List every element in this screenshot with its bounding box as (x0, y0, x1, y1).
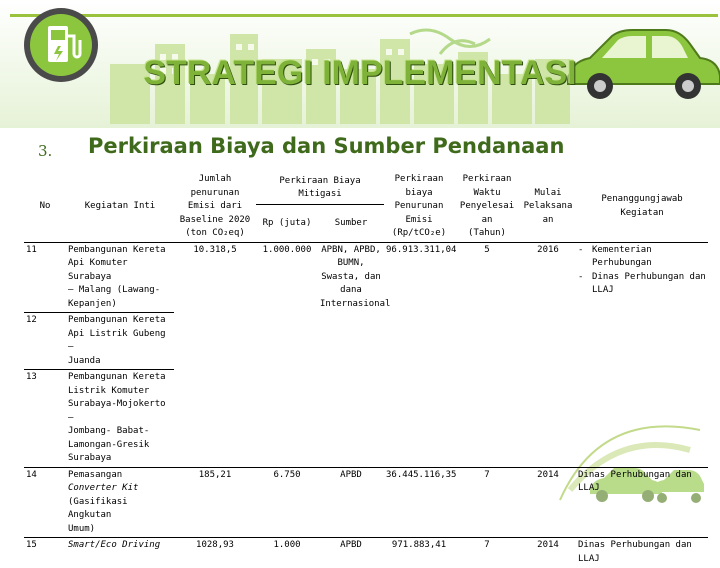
kegiatan-line: Lamongan-Gresik (68, 439, 150, 450)
header-kegiatan: Kegiatan Inti (84, 201, 156, 211)
section-number: 3. (38, 142, 53, 160)
section-title: Perkiraan Biaya dan Sumber Pendanaan (88, 134, 565, 158)
kegiatan-line: Pemasangan (68, 469, 123, 480)
header-banner (0, 0, 720, 128)
cell-kegiatan (66, 538, 174, 568)
header-biaya-line: Penurunan (394, 201, 444, 211)
header-biaya (384, 172, 454, 242)
cell-waktu: 7 (454, 467, 520, 538)
kegiatan-line: Listrik Komuter (68, 385, 150, 396)
cell-rp: 1.000.000 (256, 242, 318, 467)
header-emisi-line: (ton CO₂eq) (185, 228, 245, 238)
header-waktu-line: an (481, 214, 493, 225)
kegiatan-line: Pembangunan Kereta (68, 372, 166, 382)
cell-mulai: 2016 (520, 242, 576, 467)
header-biaya-mitigasi: Perkiraan Biaya Mitigasi (256, 172, 384, 205)
header-waktu-line: (Tahun) (468, 228, 506, 238)
sumber-line: Swasta, dan (321, 271, 381, 282)
cell-sumber: APBD (318, 538, 384, 568)
kegiatan-line: Jombang- Babat- (68, 426, 150, 436)
header-pj-line: Penanggungjawab (601, 194, 683, 205)
kegiatan-line: Surabaya-Mojokerto – (68, 399, 166, 423)
pj-line: Kementerian (592, 244, 652, 255)
cell-mulai: 2014 (520, 467, 576, 538)
header-mulai-line: an (542, 214, 554, 225)
cell-emisi: 185,21 (174, 467, 256, 538)
kegiatan-line: – Malang (Lawang- (68, 285, 161, 295)
kegiatan-line: Api Komuter Surabaya (68, 258, 128, 282)
cell-emisi: 10.318,5 (174, 242, 256, 467)
pj-list-item (578, 271, 706, 298)
header-rp: Rp (juta) (262, 217, 312, 228)
header-emisi-line: Jumlah (198, 174, 232, 184)
pj-text (592, 244, 652, 271)
pj-line: Dinas Perhubungan dan (578, 469, 692, 480)
kegiatan-line-italic (68, 482, 172, 496)
page-title: STRATEGI IMPLEMENTASI (143, 54, 577, 92)
header-biaya-line: Emisi (405, 214, 433, 225)
kegiatan-italic: Smart/Eco Driving (68, 540, 161, 550)
cell-emisi: 1028,93 (174, 538, 256, 568)
cell-no: 13 (24, 370, 66, 468)
cell-biaya: 96.913.311,04 (384, 242, 454, 467)
cell-rp: 6.750 (256, 467, 318, 538)
table-row (24, 242, 708, 313)
table-row (24, 467, 708, 538)
cell-no: 14 (24, 467, 66, 538)
pj-bullet: - (578, 244, 584, 255)
cell-no: 12 (24, 313, 66, 370)
header-pj-line: Kegiatan (620, 207, 664, 218)
header-mulai-line: Mulai (534, 187, 562, 198)
header-mulai (520, 172, 576, 242)
header-penanggungjawab (576, 172, 708, 242)
kegiatan-line: Juanda (68, 355, 101, 366)
header-biaya-line: biaya (405, 187, 433, 198)
pj-line: Perhubungan (592, 258, 652, 268)
cell-rp: 1.000 (256, 538, 318, 568)
kegiatan-line: Kepanjen) (68, 298, 117, 309)
header-emisi-line: penurunan (190, 187, 240, 198)
pj-line: LLAJ (592, 285, 614, 295)
cell-penanggungjawab (576, 467, 708, 538)
cell-kegiatan (66, 370, 174, 468)
pj-line: LLAJ (578, 483, 600, 493)
cell-mulai: 2014 (520, 538, 576, 568)
pj-text (592, 271, 706, 298)
cost-funding-table (24, 172, 708, 568)
header-waktu-line: Penyelesai (459, 201, 515, 211)
cell-sumber (318, 242, 391, 467)
sumber-line: BUMN, (337, 258, 365, 268)
pj-bullet: - (578, 271, 584, 282)
header-emisi-line: Emisi dari (187, 201, 243, 211)
header-emisi (174, 172, 256, 242)
cell-kegiatan (66, 467, 174, 538)
header-waktu-line: Waktu (473, 187, 501, 198)
cell-no: 11 (24, 242, 66, 313)
kegiatan-line: (Gasifikasi Angkutan (68, 496, 128, 520)
cell-sumber: APBD (318, 467, 384, 538)
pj-line: Dinas Perhubungan dan (592, 271, 706, 282)
header-row (24, 172, 708, 205)
header-emisi-line: Baseline 2020 (179, 214, 251, 225)
cell-biaya: 971.883,41 (384, 538, 454, 568)
sumber-line: Internasional (320, 298, 391, 309)
kegiatan-line: Umum) (68, 523, 96, 534)
cell-penanggungjawab (576, 242, 708, 467)
cell-kegiatan (66, 242, 174, 313)
sumber-line: dana (340, 285, 362, 295)
sumber-line: APBN, APBD, (321, 244, 381, 255)
cell-waktu: 7 (454, 538, 520, 568)
kegiatan-line: Api Listrik Gubeng – (68, 328, 166, 352)
pj-list-item (578, 244, 706, 271)
pj-line: LLAJ (578, 553, 600, 564)
header-waktu-line: Perkiraan (462, 174, 512, 184)
kegiatan-italic: Converter Kit (68, 483, 139, 493)
kegiatan-line: Pembangunan Kereta (68, 315, 166, 325)
header-waktu (454, 172, 520, 242)
cell-penanggungjawab (576, 538, 708, 568)
kegiatan-line: Pembangunan Kereta (68, 244, 166, 255)
header-biaya-line: (Rp/tCO₂e) (391, 228, 447, 238)
header-sumber: Sumber (334, 217, 368, 228)
kegiatan-line: Surabaya (68, 453, 112, 463)
header-biaya-line: Perkiraan (394, 174, 444, 184)
cell-waktu: 5 (454, 242, 520, 467)
cell-no: 15 (24, 538, 66, 568)
header-no: No (39, 201, 51, 211)
cell-biaya: 36.445.116,35 (384, 467, 454, 538)
pj-line: Dinas Perhubungan dan (578, 540, 692, 550)
header-mulai-line: Pelaksana (523, 201, 573, 211)
table-row (24, 538, 708, 568)
cell-kegiatan (66, 313, 174, 370)
